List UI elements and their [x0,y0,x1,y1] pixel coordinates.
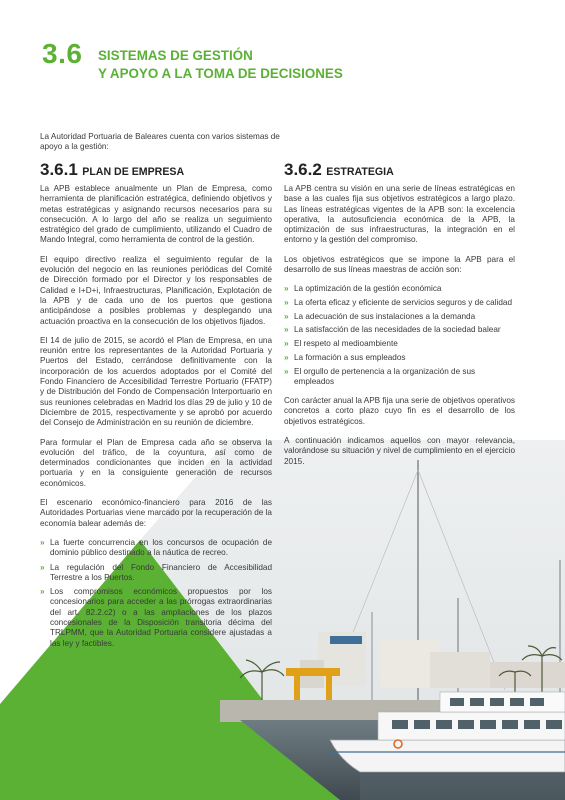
paragraph: La APB centra su visión en una serie de líneas estratégicas en base a las cuales fija sus objetivos estratégicos a largo plazo. Las líneas estratégicas vigentes de la APB son: la excelencia operativa, la autosuficiencia económica de la APB, la optimización de sus infraestructuras, la integración en el entorno y la gestión del compromiso. [284,184,515,245]
paragraph: El escenario económico-financiero para 2016 de las Autoridades Portuarias viene marcado por la recuperación de la economía balear además de: [40,498,272,528]
paragraph: Los objetivos estratégicos que se impone la APB para el desarrollo de sus líneas maestras de acción son: [284,254,515,275]
bullet-list [40,538,272,649]
bullet-marker: » [40,587,45,597]
paragraph: Con carácter anual la APB fija una serie de objetivos operativos concretos a corto plazo cuyo fin es el desarrollo de los objetivos estratégicos. [284,396,515,426]
bullet-marker: » [284,366,289,376]
list-item: » El respeto al medioambiente [284,339,398,349]
bullet-marker: » [284,284,289,294]
bullet-marker: » [40,562,45,572]
bullet-marker: » [284,298,289,308]
paragraph: A continuación indicamos aquellos con mayor relevancia, valorándose su situación y nivel de cumplimiento en el ejercicio 2015. [284,435,515,466]
subheading-title: PLAN DE EMPRESA [82,166,185,178]
boat-hull [330,740,565,772]
subheading-number: 3.6.2 [284,160,322,179]
bullet-marker: » [284,311,289,321]
section-title-line-2: Y APOYO A LA TOMA DE DECISIONES [98,66,343,81]
paragraph: Para formular el Plan de Empresa cada año se observa la evolución del tráfico, de la coyuntura, así como de determinados condicionantes que inciden en la actividad portuaria y en la consiguiente generación de recursos económicos. [40,437,272,488]
bullet-list [284,284,515,387]
list-item: » La regulación del Fondo Financiero de Accesibilidad Terrestre a los Puertos. [40,562,272,582]
list-item: » La satisfacción de las necesidades de la sociedad balear [284,325,501,335]
section-title-line-1: SISTEMAS DE GESTIÓN [98,48,253,63]
intro-text: La Autoridad Portuaria de Baleares cuenta con varios sistemas de apoyo a la gestión: [40,132,280,152]
subheading-title: ESTRATEGIA [326,166,394,178]
list-item: » La optimización de la gestión económica [284,284,442,294]
subheading-plan-de-empresa [40,160,184,180]
subheading-number: 3.6.1 [40,160,78,179]
right-column [284,184,515,467]
list-item: » La oferta eficaz y eficiente de servicios seguros y de calidad [284,298,512,308]
bullet-marker: » [40,537,45,547]
list-item: » La formación a sus empleados [284,352,406,362]
left-column [40,184,272,658]
section-number: 3.6 [42,38,83,69]
paragraph: El 14 de julio de 2015, se acordó el Plan de Empresa, en una reunión entre los representantes de la Autoridad Portuaria y Puertos del Estado, cerrándose definitivamente con la incorporación de los acuerdos adoptados por el Comité del Fondo Financiero de Accesibilidad Terrestre Portuario (FFATP) y de Distribución del Fondo de Compensación Interportuario en sus reuniones celebradas en Madrid los días 29 de julio y 10 de Diciembre de 2015, respectivamente y se aprobó por acuerdo del Consejo de Administración en su reunión de diciembre. [40,335,272,428]
bullet-marker: » [284,325,289,335]
list-item: » La adecuación de sus instalaciones a la demanda [284,311,476,321]
paragraph: La APB establece anualmente un Plan de Empresa, como herramienta de planificación estratégica, definiendo objetivos y metas estratégicas y asignando recursos necesarios para su consecución. A lo largo del año se realiza un seguimiento estratégico del grado de cumplimiento, utilizando el Cuadro de Mando Integral, como herramienta de control de la gestión. [40,184,272,245]
list-item: » El orgullo de pertenencia a la organización de sus empleados [284,366,476,386]
paragraph: El equipo directivo realiza el seguimiento regular de la evolución del negocio en las reuniones periódicas del Comité de Dirección formado por el Director y los responsables de Calidad e I+D+i, Infraestructuras, Planificación, Explotación de la APB y de cada uno de los puertos que gestiona anticipándose a posibles problemas y desplegando una actuación proactiva en la consecución de los objetivos fijados. [40,254,272,326]
subheading-estrategia [284,160,394,180]
bullet-marker: » [284,339,289,349]
list-item: » La fuerte concurrencia en los concursos de ocupación de dominio público destinado a la náutica de recreo. [40,537,272,558]
bullet-marker: » [284,352,289,362]
list-item: » Los compromisos económicos propuestos por los concesionarios para acceder a las prórrogas extraordinarias del art. 82.2.c2) o a las ampliaciones de los plazos concesionales de la Disposición transitoria décima del TRLPMM, que la Autoridad Portuaria considere ajustadas a las ley y factibles. [40,587,272,648]
